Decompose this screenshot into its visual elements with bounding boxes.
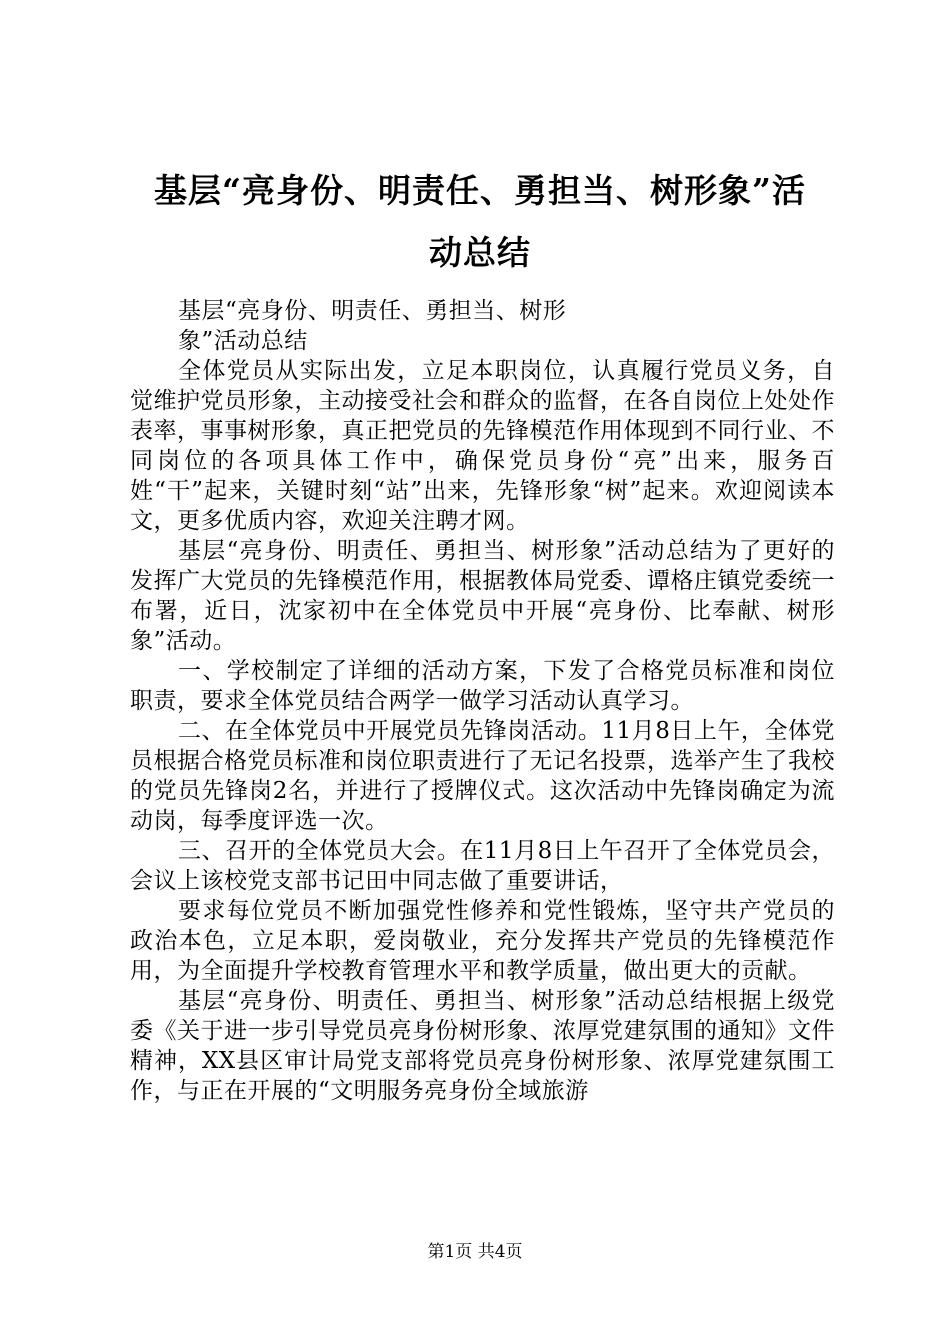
paragraph-item-3: 三、召开的全体党员大会。在11月8日上午召开了全体党员会，会议上该校党支部书记田中同志做了重要讲话，: [130, 838, 835, 894]
paragraph-requirements: 要求每位党员不断加强党性修养和党性锻炼，坚守共产党员的政治本色，立足本职，爱岗敬业，充分发挥共产党员的先锋模范作用，为全面提升学校教育管理水平和教学质量，做出更大的贡献。: [130, 898, 835, 984]
document-title: [120, 160, 840, 284]
paragraph-item-2: 二、在全体党员中开展党员先锋岗活动。11月8日上午，全体党员根据合格党员标准和岗位职责进行了无记名投票，选举产生了我校的党员先锋岗2名，并进行了授牌仪式。这次活动中先锋岗确定为流动岗，每季度评选一次。: [130, 718, 835, 834]
subtitle-line-2: 象”活动总结: [178, 328, 308, 354]
document-body: [130, 296, 835, 1106]
title-line-1: 基层“亮身份、明责任、勇担当、树形象”活: [154, 171, 806, 210]
paragraph-item-1: 一、学校制定了详细的活动方案，下发了合格党员标准和岗位职责，要求全体党员结合两学一做学习活动认真学习。: [130, 658, 835, 714]
paragraph-audit-bureau: 基层“亮身份、明责任、勇担当、树形象”活动总结根据上级党委《关于进一步引导党员亮身份树形象、浓厚党建氛围的通知》文件精神，XX县区审计局党支部将党员亮身份树形象、浓厚党建氛围工作，与正在开展的“文明服务亮身份全域旅游: [130, 988, 835, 1104]
paragraph-background: 基层“亮身份、明责任、勇担当、树形象”活动总结为了更好的发挥广大党员的先锋模范作用，根据教体局党委、谭格庄镇党委统一布署，近日，沈家初中在全体党员中开展“亮身份、比奉献、树形象”活动。: [130, 538, 835, 654]
title-line-2: 动总结: [429, 233, 531, 272]
subtitle-line-1: 基层“亮身份、明责任、勇担当、树形: [178, 298, 567, 324]
paragraph-intro: 全体党员从实际出发，立足本职岗位，认真履行党员义务，自觉维护党员形象，主动接受社会和群众的监督，在各自岗位上处处作表率，事事树形象，真正把党员的先锋模范作用体现到不同行业、不同岗位的各项具体工作中，确保党员身份“亮”出来，服务百姓“干”起来，关键时刻“站”出来，先锋形象“树”起来。欢迎阅读本文，更多优质内容，欢迎关注聘才网。: [130, 358, 835, 534]
page-number-footer: 第1页 共4页: [427, 1242, 523, 1262]
